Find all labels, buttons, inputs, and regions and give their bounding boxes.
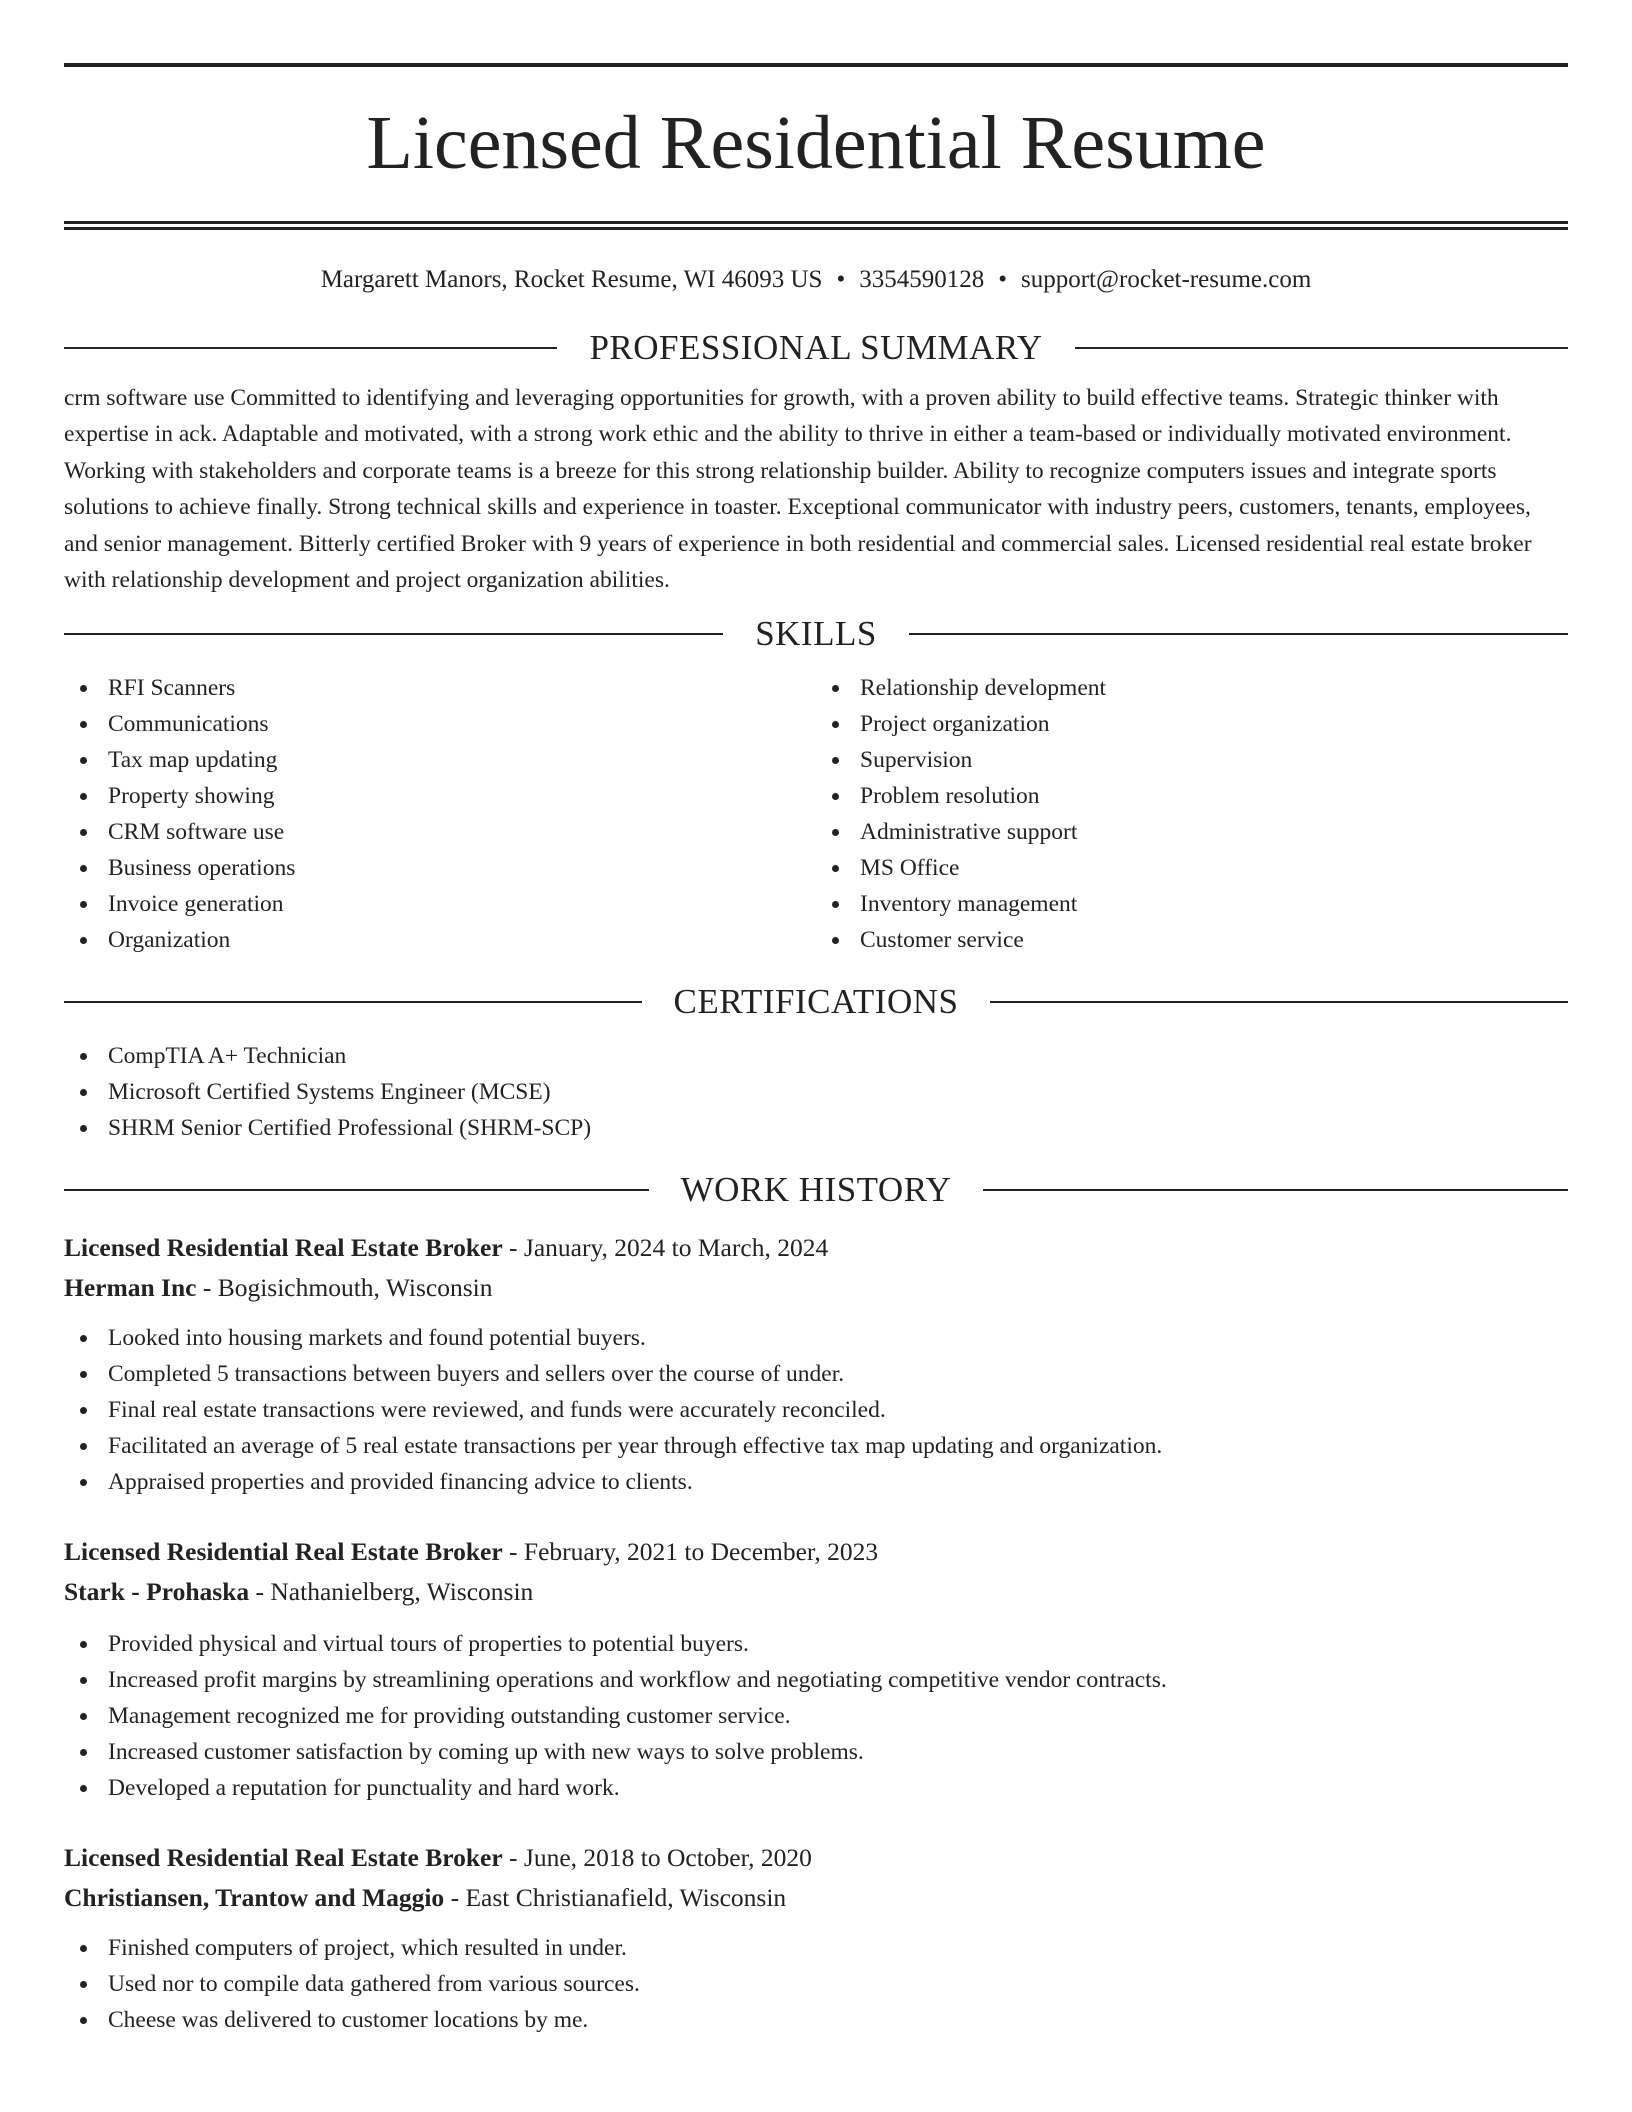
resume-page [64,63,1568,2038]
job-bullets [64,1320,1568,1500]
heading-rule-right [1075,347,1568,349]
job-title-line: Licensed Residential Real Estate Broker - February, 2021 to December, 2023 [64,1537,879,1567]
job-bullets [64,1930,1568,2038]
job-bullet: Looked into housing markets and found potential buyers. [64,1320,1568,1356]
skill-item: Problem resolution [816,778,1568,814]
job-bullet: Final real estate transactions were reviewed, and funds were accurately reconciled. [64,1392,1568,1428]
job-location: Nathanielberg, Wisconsin [270,1577,534,1607]
job-bullet: Provided physical and virtual tours of properties to potential buyers. [64,1626,1568,1662]
skill-item: MS Office [816,850,1568,886]
heading-rule-left [64,347,557,349]
skill-item: Supervision [816,742,1568,778]
skill-item: Tax map updating [64,742,816,778]
certification-item: Microsoft Certified Systems Engineer (MCSE) [64,1074,1568,1110]
job-entry [64,1532,1568,1806]
skill-item: Invoice generation [64,886,816,922]
skill-item: Inventory management [816,886,1568,922]
contact-address: Margarett Manors, Rocket Resume, WI 46093 US [320,266,823,293]
job-title-line: Licensed Residential Real Estate Broker - January, 2024 to March, 2024 [64,1233,829,1263]
title-double-rule [64,221,1568,230]
job-bullet: Developed a reputation for punctuality and hard work. [64,1770,1568,1806]
job-bullet: Management recognized me for providing outstanding customer service. [64,1698,1568,1734]
summary-section-heading [64,324,1568,372]
heading-rule-right [909,633,1568,635]
skill-item: CRM software use [64,814,816,850]
work-history-section-heading [64,1166,1568,1214]
job-bullet: Used nor to compile data gathered from various sources. [64,1966,1568,2002]
skill-item: Business operations [64,850,816,886]
job-entry [64,1228,1568,1500]
job-bullet: Increased profit margins by streamlining operations and workflow and negotiating competitive vendor contracts. [64,1662,1568,1698]
job-company: Christiansen, Trantow and Maggio [64,1883,445,1913]
skill-item: Communications [64,706,816,742]
skills-section-heading [64,610,1568,658]
job-company: Herman Inc [64,1273,197,1303]
work-history-heading-label: WORK HISTORY [680,1170,952,1210]
skill-item: RFI Scanners [64,670,816,706]
job-location: East Christianafield, Wisconsin [465,1883,787,1913]
job-dates: January, 2024 to March, 2024 [523,1233,829,1263]
job-location: Bogisichmouth, Wisconsin [217,1273,493,1303]
skill-item: Customer service [816,922,1568,958]
job-company-line: Christiansen, Trantow and Maggio - East Christianafield, Wisconsin [64,1883,787,1913]
resume-title: Licensed Residential Resume [366,101,1266,185]
job-bullet: Finished computers of project, which resulted in under. [64,1930,1568,1966]
job-dates: June, 2018 to October, 2020 [523,1843,812,1873]
skill-item: Relationship development [816,670,1568,706]
job-company-line: Herman Inc - Bogisichmouth, Wisconsin [64,1273,493,1303]
job-bullet: Facilitated an average of 5 real estate transactions per year through effective tax map updating and organization. [64,1428,1568,1464]
heading-rule-left [64,633,723,635]
skill-item: Property showing [64,778,816,814]
heading-rule-right [990,1001,1568,1003]
contact-line [64,264,1568,296]
skills-list-left [64,670,816,958]
skill-item: Administrative support [816,814,1568,850]
skill-item: Organization [64,922,816,958]
certifications-list [64,1038,1568,1146]
job-title: Licensed Residential Real Estate Broker [64,1233,503,1263]
job-title: Licensed Residential Real Estate Broker [64,1537,503,1567]
contact-separator: • [998,266,1007,293]
heading-rule-right [983,1189,1568,1191]
job-company-line: Stark - Prohaska - Nathanielberg, Wisconsin [64,1577,534,1607]
skill-item: Project organization [816,706,1568,742]
top-rule [64,63,1568,67]
contact-phone: 3354590128 [859,266,985,293]
summary-heading-label: PROFESSIONAL SUMMARY [589,328,1043,367]
certifications-heading-label: CERTIFICATIONS [673,982,959,1022]
job-bullet: Appraised properties and provided financing advice to clients. [64,1464,1568,1500]
certifications-section-heading [64,978,1568,1026]
job-title-line: Licensed Residential Real Estate Broker - June, 2018 to October, 2020 [64,1843,812,1873]
skills-list-right [816,670,1568,958]
job-bullet: Cheese was delivered to customer locations by me. [64,2002,1568,2038]
heading-rule-left [64,1001,642,1003]
job-bullets [64,1626,1568,1806]
job-bullet: Completed 5 transactions between buyers and sellers over the course of under. [64,1356,1568,1392]
heading-rule-left [64,1189,649,1191]
summary-text: crm software use Committed to identifying and leveraging opportunities for growth, with a proven ability to build effective teams. Strategic thinker with expertise in ack. Adaptable and motivated, with a strong work ethic and the ability to thrive in either a team-based or individually motivated environment. Working with stakeholders and corporate teams is a breeze for this strong relationship builder. Ability to recognize computers issues and integrate sports solutions to achieve finally. Strong technical skills and experience in toaster. Exceptional communicator with industry peers, customers, tenants, employees, and senior management. Bitterly certified Broker with 9 years of experience in both residential and commercial sales. Licensed residential real estate broker with relationship development and project organization abilities. [64,385,1532,594]
certification-item: SHRM Senior Certified Professional (SHRM-SCP) [64,1110,1568,1146]
job-title: Licensed Residential Real Estate Broker [64,1843,503,1873]
job-dates: February, 2021 to December, 2023 [523,1537,879,1567]
contact-email: support@rocket-resume.com [1021,266,1312,293]
job-bullet: Increased customer satisfaction by coming up with new ways to solve problems. [64,1734,1568,1770]
job-entry [64,1838,1568,2038]
job-company: Stark - Prohaska [64,1577,250,1607]
contact-separator: • [836,266,846,293]
certification-item: CompTIA A+ Technician [64,1038,1568,1074]
skills-columns [64,670,1568,958]
skills-heading-label: SKILLS [755,614,877,654]
